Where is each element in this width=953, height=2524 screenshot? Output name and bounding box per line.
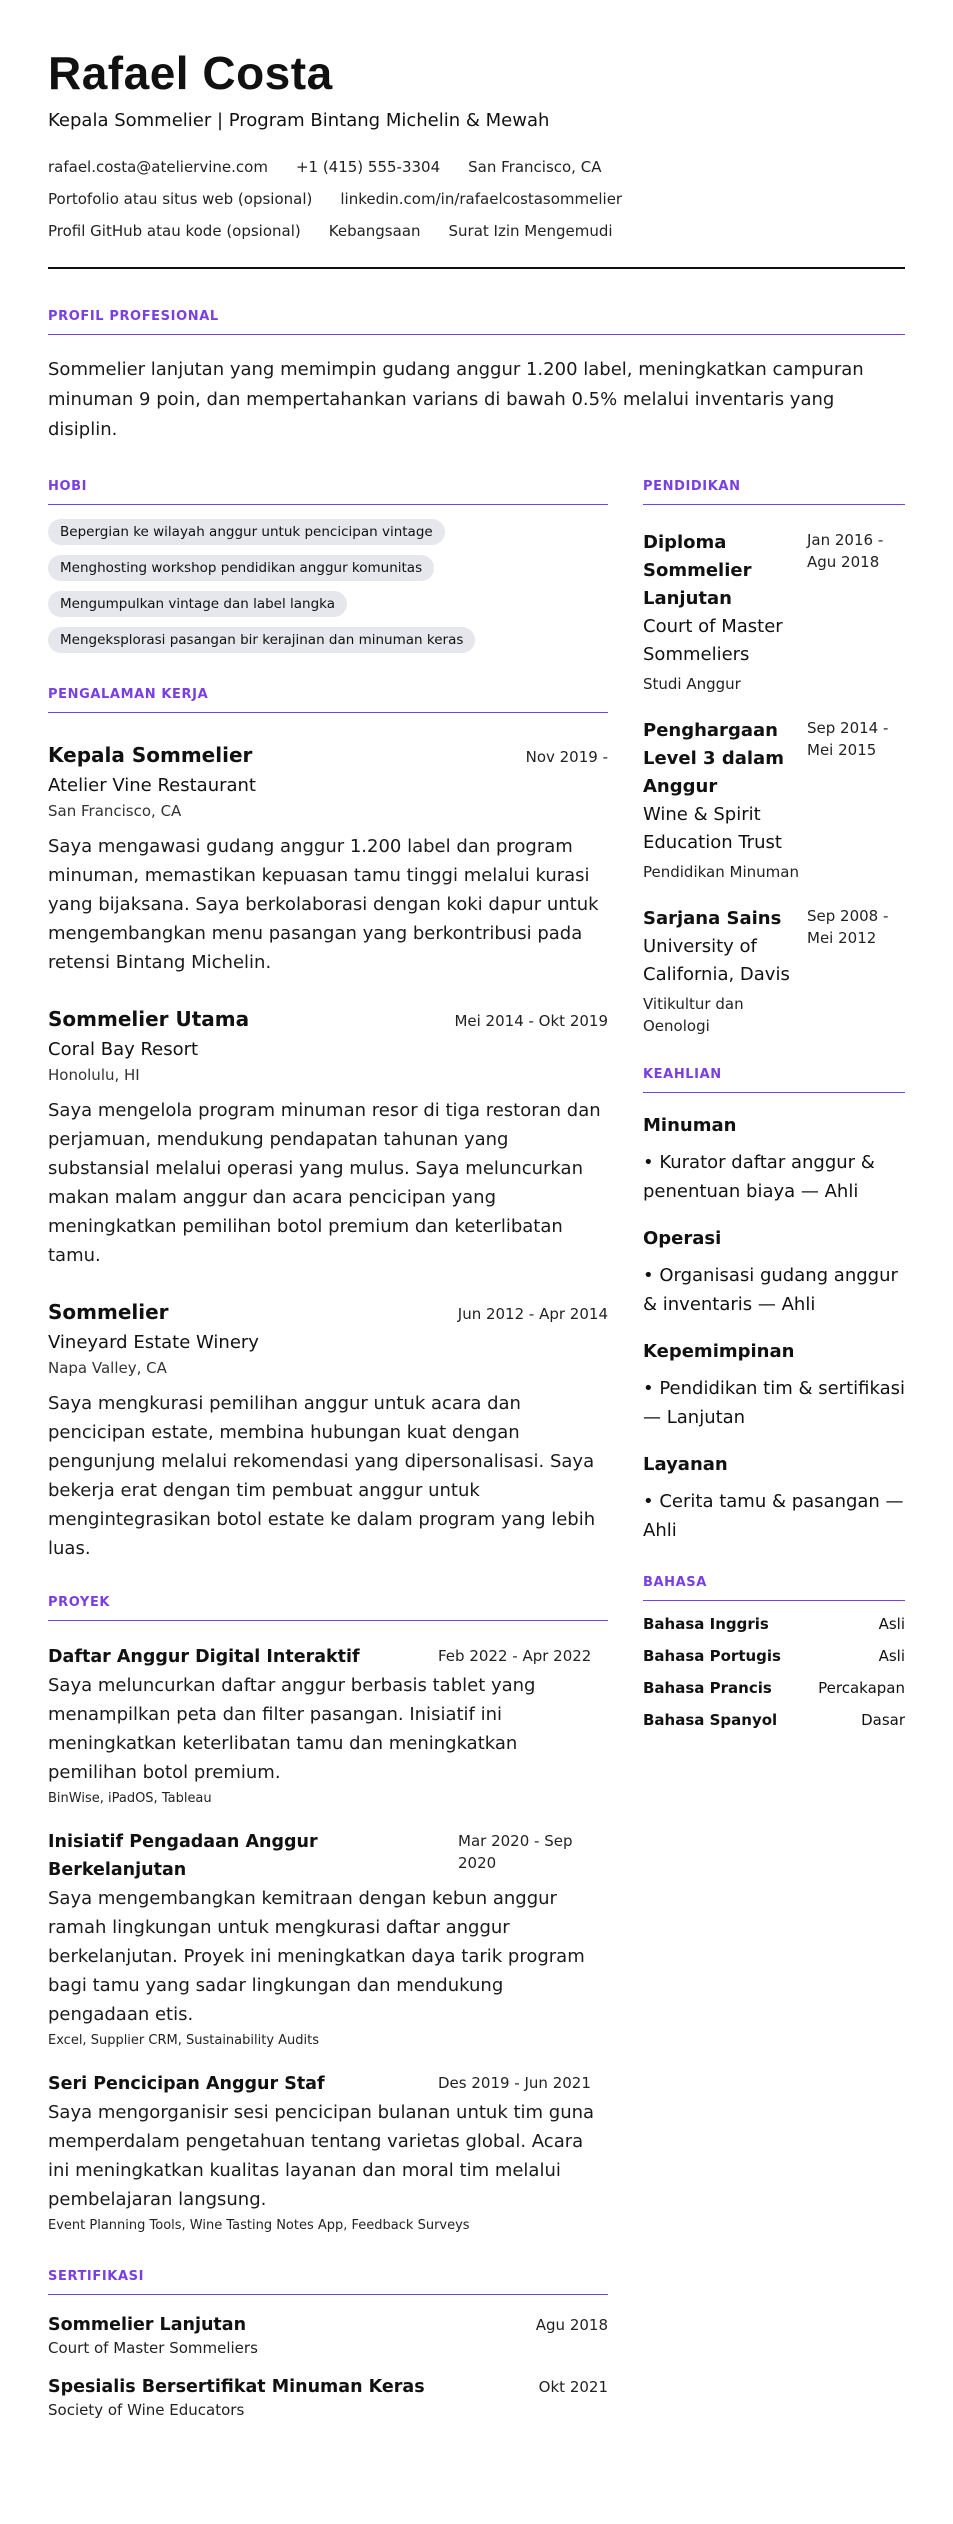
education-section: [643, 479, 905, 1037]
job-company: Coral Bay Resort: [48, 1039, 199, 1060]
skill-item: • Organisasi gudang anggur & inventaris — Ahli: [643, 1265, 898, 1315]
section-title: PENDIDIKAN: [643, 479, 741, 494]
certification-org: Society of Wine Educators: [48, 2401, 245, 2419]
hobby-chip: Menghosting workshop pendidikan anggur komunitas: [48, 555, 434, 581]
hobby-chip: Mengeksplorasi pasangan bir kerajinan dan minuman keras: [48, 627, 475, 653]
education-degree: Penghargaan Level 3 dalam Anggur: [643, 720, 784, 797]
job-location: Napa Valley, CA: [48, 1359, 167, 1377]
section-title: BAHASA: [643, 1575, 707, 1590]
phone-text: +1 (415) 555-3304: [295, 158, 441, 176]
language-level: Asli: [878, 1615, 905, 1633]
left-column: [48, 479, 608, 2419]
location-text: San Francisco, CA: [468, 158, 602, 176]
project-title: Inisiatif Pengadaan Anggur Berkelanjutan: [48, 1832, 318, 1880]
project-date: Feb 2022 - Apr 2022: [438, 1647, 592, 1665]
section-title: PROFIL PROFESIONAL: [48, 309, 219, 324]
language-level: Dasar: [861, 1711, 905, 1729]
experience-item: [48, 743, 608, 977]
skill-category: Kepemimpinan: [643, 1341, 795, 1362]
drivers-license-text: Surat Izin Mengemudi: [448, 222, 613, 240]
header-divider: [48, 267, 905, 269]
education-field: Vitikultur dan Oenologi: [643, 995, 744, 1035]
section-divider: [643, 1600, 905, 1601]
project-description: Saya meluncurkan daftar anggur berbasis tablet yang menampilkan peta dan filter pasangan. Inisiatif ini meningkatkan keterlibatan tamu dan meningkatkan pemilihan botol premium.: [48, 1675, 536, 1783]
hobby-chip-list: [48, 519, 608, 663]
education-field: Studi Anggur: [643, 675, 741, 693]
job-date: Mei 2014 - Okt 2019: [454, 1012, 608, 1030]
job-company: Atelier Vine Restaurant: [48, 775, 256, 796]
section-divider: [48, 1620, 608, 1621]
language-row: [643, 1679, 905, 1697]
candidate-name: Rafael Costa: [48, 47, 333, 99]
experience-item: [48, 1007, 608, 1270]
certification-title: Spesialis Bersertifikat Minuman Keras: [48, 2377, 425, 2397]
skill-category: Layanan: [643, 1454, 728, 1475]
education-date: Sep 2008 - Mei 2012: [807, 907, 889, 947]
certifications-section: [48, 2269, 608, 2419]
education-school: University of California, Davis: [643, 936, 790, 985]
section-divider: [48, 2294, 608, 2295]
job-location: San Francisco, CA: [48, 802, 182, 820]
contact-row: [48, 215, 905, 247]
job-title: Sommelier: [48, 1300, 169, 1324]
skill-category: Minuman: [643, 1115, 737, 1136]
job-company: Vineyard Estate Winery: [48, 1332, 259, 1353]
job-title: Sommelier Utama: [48, 1007, 250, 1031]
certification-item: [48, 2377, 608, 2419]
section-title: HOBI: [48, 479, 88, 494]
contact-row: [48, 151, 905, 183]
two-column-body: [48, 479, 905, 2419]
job-title: Kepala Sommelier: [48, 743, 253, 767]
education-item: [643, 717, 905, 883]
project-item: [48, 1828, 608, 2048]
education-degree: Sarjana Sains: [643, 908, 782, 929]
language-name: Bahasa Spanyol: [643, 1711, 778, 1729]
hobby-chip: Bepergian ke wilayah anggur untuk pencicipan vintage: [48, 519, 445, 545]
linkedin-link[interactable]: linkedin.com/in/rafaelcostasommelier: [340, 190, 623, 208]
project-item: [48, 2070, 608, 2233]
portfolio-link[interactable]: Portofolio atau situs web (opsional): [48, 190, 313, 208]
education-school: Court of Master Sommeliers: [643, 616, 783, 665]
project-title: Daftar Anggur Digital Interaktif: [48, 1647, 360, 1667]
skill-item: • Kurator daftar anggur & penentuan biaya — Ahli: [643, 1152, 875, 1202]
section-title: PROYEK: [48, 1595, 111, 1610]
profile-section: [48, 309, 905, 445]
section-title: SERTIFIKASI: [48, 2269, 145, 2284]
certification-item: [48, 2315, 608, 2357]
language-level: Asli: [878, 1647, 905, 1665]
certification-date: Okt 2021: [538, 2378, 608, 2396]
education-date: Sep 2014 - Mei 2015: [807, 719, 889, 759]
project-description: Saya mengorganisir sesi pencicipan bulanan untuk tim guna memperdalam pengetahuan tentang varietas global. Acara ini meningkatkan kualitas layanan dan moral tim melalui pembelajaran langsung.: [48, 2102, 595, 2210]
hobby-chip: Mengumpulkan vintage dan label langka: [48, 591, 347, 617]
job-date: Nov 2019 -: [525, 748, 608, 766]
section-divider: [643, 1092, 905, 1093]
projects-section: [48, 1595, 608, 2233]
email-link[interactable]: rafael.costa@ateliervine.com: [48, 158, 268, 176]
language-row: [643, 1711, 905, 1729]
skills-section: [643, 1067, 905, 1545]
job-date: Jun 2012 - Apr 2014: [457, 1305, 608, 1323]
education-school: Wine & Spirit Education Trust: [643, 804, 782, 853]
github-link[interactable]: Profil GitHub atau kode (opsional): [48, 222, 301, 240]
profile-summary: Sommelier lanjutan yang memimpin gudang anggur 1.200 label, meningkatkan campuran minuman 9 poin, dan mempertahankan varians di bawah 0.5% melalui inventaris yang disiplin.: [48, 359, 864, 440]
language-row: [643, 1647, 905, 1665]
education-degree: Diploma Sommelier Lanjutan: [643, 532, 752, 609]
project-description: Saya mengembangkan kemitraan dengan kebun anggur ramah lingkungan untuk mengkurasi daftar anggur berkelanjutan. Proyek ini meningkatkan daya tarik program bagi tamu yang sadar lingkungan dan mendukung pengadaan etis.: [48, 1888, 585, 2025]
project-date: Mar 2020 - Sep 2020: [458, 1832, 573, 1872]
project-item: [48, 1643, 608, 1806]
education-item: [643, 905, 905, 1037]
language-name: Bahasa Inggris: [643, 1615, 769, 1633]
skill-category: Operasi: [643, 1228, 722, 1249]
language-name: Bahasa Prancis: [643, 1679, 772, 1697]
section-title: KEAHLIAN: [643, 1067, 722, 1082]
job-location: Honolulu, HI: [48, 1066, 140, 1084]
certification-title: Sommelier Lanjutan: [48, 2315, 247, 2335]
section-divider: [643, 504, 905, 505]
education-date: Jan 2016 - Agu 2018: [807, 531, 884, 571]
job-description: Saya mengkurasi pemilihan anggur untuk acara dan pencicipan estate, membina hubungan kuat dengan pengunjung melalui rekomendasi yang dipersonalisasi. Saya bekerja erat dengan tim pembuat anggur untuk mengintegrasikan botol estate ke dalam program yang lebih luas.: [48, 1393, 596, 1559]
hobbies-section: [48, 479, 608, 663]
skill-item: • Pendidikan tim & sertifikasi — Lanjutan: [643, 1378, 905, 1428]
experience-section: [48, 687, 608, 1563]
contact-row: [48, 183, 905, 215]
experience-item: [48, 1300, 608, 1563]
skill-item: • Cerita tamu & pasangan — Ahli: [643, 1491, 904, 1541]
headline: Kepala Sommelier | Program Bintang Michelin & Mewah: [48, 110, 550, 131]
language-row: [643, 1615, 905, 1633]
project-date: Des 2019 - Jun 2021: [438, 2074, 591, 2092]
project-tech: Event Planning Tools, Wine Tasting Notes App, Feedback Surveys: [48, 2218, 470, 2233]
project-title: Seri Pencicipan Anggur Staf: [48, 2074, 325, 2094]
section-divider: [48, 334, 905, 335]
project-tech: Excel, Supplier CRM, Sustainability Audits: [48, 2033, 320, 2048]
languages-section: [643, 1575, 905, 1729]
certification-date: Agu 2018: [535, 2316, 608, 2334]
contact-block: [48, 151, 905, 247]
job-description: Saya mengawasi gudang anggur 1.200 label dan program minuman, memastikan kepuasan tamu tinggi melalui kurasi yang bijaksana. Saya berkolaborasi dengan koki dapur untuk mengembangkan menu pasangan yang berkontribusi pada retensi Bintang Michelin.: [48, 836, 599, 973]
nationality-text: Kebangsaan: [328, 222, 421, 240]
section-title: PENGALAMAN KERJA: [48, 687, 209, 702]
right-column: [643, 479, 905, 2419]
education-item: [643, 529, 905, 695]
language-level: Percakapan: [818, 1679, 905, 1697]
certification-org: Court of Master Sommeliers: [48, 2339, 258, 2357]
job-description: Saya mengelola program minuman resor di tiga restoran dan perjamuan, mendukung pendapatan tahunan yang substansial melalui operasi yang mulus. Saya meluncurkan makan malam anggur dan acara pencicipan yang meningkatkan pemilihan botol premium dan keterlibatan tamu.: [48, 1100, 601, 1266]
language-name: Bahasa Portugis: [643, 1647, 781, 1665]
section-divider: [48, 504, 608, 505]
education-field: Pendidikan Minuman: [643, 863, 799, 881]
project-tech: BinWise, iPadOS, Tableau: [48, 1791, 212, 1806]
section-divider: [48, 712, 608, 713]
